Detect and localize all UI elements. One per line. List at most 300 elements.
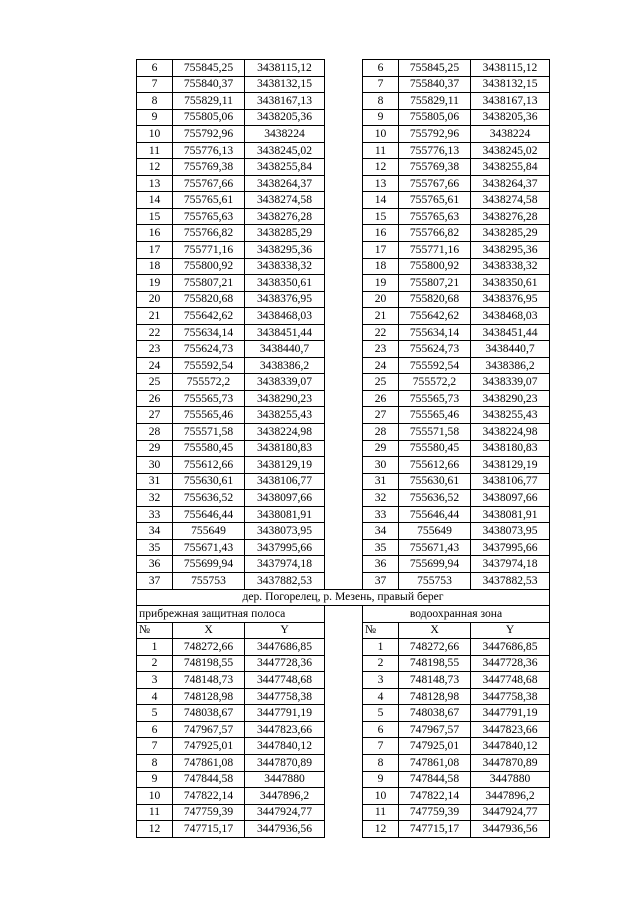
left-cell-number: 6 [137, 60, 173, 77]
right-cell-y: 3438295,36 [471, 242, 550, 259]
table-row [137, 159, 550, 176]
table-row [137, 804, 550, 821]
left-cell-x: 755646,44 [173, 506, 245, 523]
table-row [137, 192, 550, 209]
left-cell-x: 748272,66 [173, 639, 245, 656]
column-gap [325, 804, 363, 821]
left-cell-x: 747844,58 [173, 771, 245, 788]
right-cell-number: 7 [363, 738, 399, 755]
coordinates-table [136, 59, 550, 838]
left-cell-y: 3447823,66 [245, 721, 325, 738]
right-cell-y: 3438255,84 [471, 159, 550, 176]
right-cell-number: 7 [363, 76, 399, 93]
left-cell-y: 3438264,37 [245, 175, 325, 192]
right-cell-y: 3447870,89 [471, 754, 550, 771]
right-cell-y: 3437995,66 [471, 539, 550, 556]
right-cell-y: 3438106,77 [471, 473, 550, 490]
left-cell-number: 21 [137, 308, 173, 325]
table-row [137, 390, 550, 407]
left-cell-y: 3438339,07 [245, 374, 325, 391]
column-gap [325, 76, 363, 93]
right-cell-x: 755765,63 [399, 208, 471, 225]
table-row [137, 258, 550, 275]
table-row [137, 523, 550, 540]
left-cell-number: 36 [137, 556, 173, 573]
right-cell-x: 755646,44 [399, 506, 471, 523]
left-cell-x: 755765,61 [173, 192, 245, 209]
right-cell-y: 3447758,38 [471, 688, 550, 705]
right-cell-x: 755753 [399, 572, 471, 589]
column-gap [325, 93, 363, 110]
right-cell-number: 3 [363, 672, 399, 689]
right-cell-y: 3438440,7 [471, 341, 550, 358]
left-cell-y: 3438224,98 [245, 424, 325, 441]
left-cell-number: 32 [137, 490, 173, 507]
left-cell-number: 2 [137, 655, 173, 672]
table-row [137, 175, 550, 192]
right-cell-x: 755845,25 [399, 60, 471, 77]
column-gap [325, 109, 363, 126]
left-cell-y: 3438376,95 [245, 291, 325, 308]
right-cell-y: 3438245,02 [471, 142, 550, 159]
left-cell-y: 3438386,2 [245, 357, 325, 374]
left-cell-y: 3447748,68 [245, 672, 325, 689]
right-cell-number: 25 [363, 374, 399, 391]
left-cell-y: 3438081,91 [245, 506, 325, 523]
right-cell-number: 29 [363, 440, 399, 457]
left-cell-number: 17 [137, 242, 173, 259]
right-cell-x: 755634,14 [399, 324, 471, 341]
left-cell-x: 747715,17 [173, 821, 245, 838]
left-cell-x: 755800,92 [173, 258, 245, 275]
left-cell-x: 748198,55 [173, 655, 245, 672]
left-cell-number: 11 [137, 804, 173, 821]
table-row [137, 374, 550, 391]
left-cell-y: 3437995,66 [245, 539, 325, 556]
right-cell-y: 3438468,03 [471, 308, 550, 325]
right-cell-number: 37 [363, 572, 399, 589]
left-header-number: № [137, 622, 173, 639]
right-cell-y: 3438097,66 [471, 490, 550, 507]
table-row [137, 407, 550, 424]
left-cell-x: 748128,98 [173, 688, 245, 705]
column-gap [325, 788, 363, 805]
left-cell-number: 3 [137, 672, 173, 689]
right-cell-y: 3438167,13 [471, 93, 550, 110]
left-cell-number: 37 [137, 572, 173, 589]
right-cell-x: 747925,01 [399, 738, 471, 755]
left-cell-y: 3438097,66 [245, 490, 325, 507]
table-row [137, 324, 550, 341]
column-gap [325, 308, 363, 325]
table-row [137, 473, 550, 490]
right-cell-number: 9 [363, 771, 399, 788]
left-cell-number: 1 [137, 639, 173, 656]
right-cell-number: 30 [363, 457, 399, 474]
right-cell-x: 755636,52 [399, 490, 471, 507]
right-cell-y: 3447924,77 [471, 804, 550, 821]
left-cell-x: 755642,62 [173, 308, 245, 325]
left-cell-y: 3447896,2 [245, 788, 325, 805]
left-cell-x: 755580,45 [173, 440, 245, 457]
left-cell-y: 3438255,43 [245, 407, 325, 424]
table-row [137, 639, 550, 656]
table-row [137, 60, 550, 77]
right-cell-y: 3438376,95 [471, 291, 550, 308]
right-cell-number: 6 [363, 60, 399, 77]
right-zone-title: водоохранная зона [363, 606, 550, 623]
right-header-number: № [363, 622, 399, 639]
section-title: дер. Погорелец, р. Мезень, правый берег [137, 589, 550, 606]
table-row [137, 357, 550, 374]
right-cell-y: 3438290,23 [471, 390, 550, 407]
column-gap [325, 357, 363, 374]
left-cell-x: 755592,54 [173, 357, 245, 374]
left-cell-number: 12 [137, 821, 173, 838]
right-cell-x: 755771,16 [399, 242, 471, 259]
right-cell-number: 2 [363, 655, 399, 672]
column-gap [325, 556, 363, 573]
column-gap [325, 523, 363, 540]
left-cell-y: 3438290,23 [245, 390, 325, 407]
left-cell-x: 755571,58 [173, 424, 245, 441]
column-gap [325, 159, 363, 176]
column-gap [325, 341, 363, 358]
column-gap [325, 225, 363, 242]
right-cell-y: 3438276,28 [471, 208, 550, 225]
left-cell-number: 6 [137, 721, 173, 738]
left-cell-x: 755820,68 [173, 291, 245, 308]
right-cell-y: 3438180,83 [471, 440, 550, 457]
right-cell-number: 18 [363, 258, 399, 275]
right-cell-x: 747861,08 [399, 754, 471, 771]
table-row [137, 126, 550, 143]
right-cell-number: 36 [363, 556, 399, 573]
left-cell-x: 747861,08 [173, 754, 245, 771]
right-cell-y: 3447686,85 [471, 639, 550, 656]
column-gap [325, 258, 363, 275]
left-cell-number: 9 [137, 771, 173, 788]
right-cell-number: 16 [363, 225, 399, 242]
left-cell-x: 755572,2 [173, 374, 245, 391]
right-cell-number: 20 [363, 291, 399, 308]
left-cell-number: 12 [137, 159, 173, 176]
right-cell-x: 755624,73 [399, 341, 471, 358]
right-cell-y: 3438255,43 [471, 407, 550, 424]
left-cell-x: 755776,13 [173, 142, 245, 159]
right-cell-number: 17 [363, 242, 399, 259]
column-header-row [137, 622, 550, 639]
section-title-row [137, 589, 550, 606]
left-cell-x: 755671,43 [173, 539, 245, 556]
left-cell-x: 748038,67 [173, 705, 245, 722]
right-cell-y: 3447791,19 [471, 705, 550, 722]
table-row [137, 506, 550, 523]
left-cell-y: 3438115,12 [245, 60, 325, 77]
left-cell-y: 3438167,13 [245, 93, 325, 110]
column-gap [325, 506, 363, 523]
table-row [137, 754, 550, 771]
left-cell-x: 755699,94 [173, 556, 245, 573]
right-cell-y: 3438339,07 [471, 374, 550, 391]
left-cell-number: 7 [137, 738, 173, 755]
left-cell-x: 755753 [173, 572, 245, 589]
right-cell-x: 755765,61 [399, 192, 471, 209]
left-cell-x: 747967,57 [173, 721, 245, 738]
left-cell-y: 3447686,85 [245, 639, 325, 656]
left-cell-y: 3438132,15 [245, 76, 325, 93]
section-header [137, 589, 550, 639]
right-cell-x: 755649 [399, 523, 471, 540]
left-cell-y: 3438205,36 [245, 109, 325, 126]
column-gap [325, 754, 363, 771]
column-gap [325, 473, 363, 490]
left-cell-y: 3438255,84 [245, 159, 325, 176]
right-cell-x: 755766,82 [399, 225, 471, 242]
left-cell-x: 755624,73 [173, 341, 245, 358]
right-cell-y: 3438224,98 [471, 424, 550, 441]
left-cell-number: 33 [137, 506, 173, 523]
left-cell-number: 20 [137, 291, 173, 308]
column-gap [325, 390, 363, 407]
right-cell-number: 24 [363, 357, 399, 374]
right-cell-x: 755612,66 [399, 457, 471, 474]
table-row [137, 705, 550, 722]
zone-title-row [137, 606, 550, 623]
right-cell-x: 755642,62 [399, 308, 471, 325]
left-cell-y: 3438350,61 [245, 275, 325, 292]
left-cell-number: 22 [137, 324, 173, 341]
left-cell-number: 9 [137, 109, 173, 126]
left-cell-x: 747759,39 [173, 804, 245, 821]
left-cell-x: 755766,82 [173, 225, 245, 242]
left-cell-number: 8 [137, 93, 173, 110]
left-cell-y: 3447880 [245, 771, 325, 788]
right-cell-y: 3438073,95 [471, 523, 550, 540]
bottom-rows [137, 639, 550, 838]
left-cell-y: 3438129,19 [245, 457, 325, 474]
table-row [137, 142, 550, 159]
right-cell-y: 3438115,12 [471, 60, 550, 77]
left-cell-number: 4 [137, 688, 173, 705]
left-cell-y: 3438224 [245, 126, 325, 143]
right-cell-x: 755671,43 [399, 539, 471, 556]
column-gap [325, 142, 363, 159]
right-cell-x: 755592,54 [399, 357, 471, 374]
right-cell-number: 10 [363, 788, 399, 805]
column-gap [325, 324, 363, 341]
right-cell-number: 9 [363, 109, 399, 126]
right-cell-y: 3437974,18 [471, 556, 550, 573]
left-cell-number: 29 [137, 440, 173, 457]
right-cell-y: 3438338,32 [471, 258, 550, 275]
right-header-x: X [399, 622, 471, 639]
right-cell-number: 33 [363, 506, 399, 523]
right-cell-y: 3437882,53 [471, 572, 550, 589]
left-cell-x: 755829,11 [173, 93, 245, 110]
right-cell-x: 747822,14 [399, 788, 471, 805]
column-gap [325, 688, 363, 705]
right-cell-x: 748038,67 [399, 705, 471, 722]
left-cell-y: 3438180,83 [245, 440, 325, 457]
left-cell-y: 3438468,03 [245, 308, 325, 325]
left-cell-number: 5 [137, 705, 173, 722]
table-row [137, 440, 550, 457]
right-cell-number: 6 [363, 721, 399, 738]
right-cell-y: 3447823,66 [471, 721, 550, 738]
column-gap [325, 424, 363, 441]
table-row [137, 655, 550, 672]
left-cell-y: 3438451,44 [245, 324, 325, 341]
right-cell-number: 34 [363, 523, 399, 540]
left-cell-y: 3438106,77 [245, 473, 325, 490]
right-cell-x: 755565,73 [399, 390, 471, 407]
left-cell-y: 3438245,02 [245, 142, 325, 159]
column-gap [325, 771, 363, 788]
left-cell-number: 19 [137, 275, 173, 292]
left-cell-x: 755792,96 [173, 126, 245, 143]
right-cell-y: 3438224 [471, 126, 550, 143]
left-cell-y: 3438295,36 [245, 242, 325, 259]
right-cell-x: 748148,73 [399, 672, 471, 689]
column-gap [325, 490, 363, 507]
table-row [137, 821, 550, 838]
right-cell-number: 26 [363, 390, 399, 407]
right-cell-x: 755820,68 [399, 291, 471, 308]
left-cell-y: 3447840,12 [245, 738, 325, 755]
table-row [137, 672, 550, 689]
column-gap [325, 60, 363, 77]
column-gap [325, 672, 363, 689]
column-gap [325, 639, 363, 656]
right-cell-y: 3438350,61 [471, 275, 550, 292]
right-cell-x: 755807,21 [399, 275, 471, 292]
left-cell-x: 755565,73 [173, 390, 245, 407]
right-cell-x: 748272,66 [399, 639, 471, 656]
top-rows [137, 60, 550, 590]
right-cell-x: 755565,46 [399, 407, 471, 424]
right-cell-number: 27 [363, 407, 399, 424]
right-cell-y: 3438205,36 [471, 109, 550, 126]
left-cell-y: 3447936,56 [245, 821, 325, 838]
right-cell-number: 23 [363, 341, 399, 358]
column-gap [325, 242, 363, 259]
right-cell-y: 3447936,56 [471, 821, 550, 838]
left-cell-x: 755840,37 [173, 76, 245, 93]
column-gap [325, 821, 363, 838]
right-cell-y: 3438274,58 [471, 192, 550, 209]
left-cell-number: 18 [137, 258, 173, 275]
table-row [137, 556, 550, 573]
left-cell-y: 3447870,89 [245, 754, 325, 771]
table-row [137, 341, 550, 358]
left-cell-x: 755767,66 [173, 175, 245, 192]
left-cell-x: 755612,66 [173, 457, 245, 474]
left-cell-number: 34 [137, 523, 173, 540]
table-row [137, 242, 550, 259]
column-gap [325, 457, 363, 474]
left-cell-number: 35 [137, 539, 173, 556]
right-cell-x: 755840,37 [399, 76, 471, 93]
left-cell-x: 755771,16 [173, 242, 245, 259]
column-gap [325, 126, 363, 143]
right-cell-x: 755572,2 [399, 374, 471, 391]
right-cell-x: 755776,13 [399, 142, 471, 159]
table-row [137, 771, 550, 788]
table-row [137, 539, 550, 556]
column-gap [325, 291, 363, 308]
left-cell-number: 25 [137, 374, 173, 391]
right-cell-number: 32 [363, 490, 399, 507]
left-cell-y: 3447728,36 [245, 655, 325, 672]
column-gap [325, 705, 363, 722]
right-cell-number: 12 [363, 821, 399, 838]
table-row [137, 93, 550, 110]
right-cell-x: 755767,66 [399, 175, 471, 192]
left-cell-y: 3438440,7 [245, 341, 325, 358]
right-cell-x: 755800,92 [399, 258, 471, 275]
left-cell-number: 10 [137, 126, 173, 143]
left-cell-x: 747925,01 [173, 738, 245, 755]
right-cell-number: 11 [363, 804, 399, 821]
table-row [137, 225, 550, 242]
column-gap [325, 374, 363, 391]
left-cell-y: 3447924,77 [245, 804, 325, 821]
left-cell-y: 3447791,19 [245, 705, 325, 722]
right-cell-number: 12 [363, 159, 399, 176]
right-cell-x: 747715,17 [399, 821, 471, 838]
left-cell-number: 28 [137, 424, 173, 441]
left-cell-x: 755845,25 [173, 60, 245, 77]
right-cell-number: 1 [363, 639, 399, 656]
right-cell-number: 8 [363, 754, 399, 771]
column-gap [325, 539, 363, 556]
left-zone-title: прибрежная защитная полоса [137, 606, 325, 623]
left-cell-number: 30 [137, 457, 173, 474]
right-cell-y: 3438386,2 [471, 357, 550, 374]
right-cell-x: 755805,06 [399, 109, 471, 126]
table-row [137, 490, 550, 507]
right-cell-number: 21 [363, 308, 399, 325]
column-gap [325, 721, 363, 738]
right-cell-x: 748128,98 [399, 688, 471, 705]
left-cell-number: 23 [137, 341, 173, 358]
right-cell-number: 31 [363, 473, 399, 490]
left-cell-x: 755807,21 [173, 275, 245, 292]
left-cell-x: 755634,14 [173, 324, 245, 341]
left-cell-y: 3438285,29 [245, 225, 325, 242]
left-cell-y: 3438276,28 [245, 208, 325, 225]
table-row [137, 308, 550, 325]
table-row [137, 275, 550, 292]
left-cell-number: 26 [137, 390, 173, 407]
column-gap [325, 175, 363, 192]
left-cell-number: 15 [137, 208, 173, 225]
right-cell-y: 3447728,36 [471, 655, 550, 672]
table-row [137, 291, 550, 308]
right-cell-x: 748198,55 [399, 655, 471, 672]
left-cell-y: 3437882,53 [245, 572, 325, 589]
table-row [137, 788, 550, 805]
left-cell-y: 3438338,32 [245, 258, 325, 275]
right-cell-number: 15 [363, 208, 399, 225]
left-cell-number: 7 [137, 76, 173, 93]
right-cell-y: 3447840,12 [471, 738, 550, 755]
column-gap [325, 606, 363, 623]
left-cell-x: 747822,14 [173, 788, 245, 805]
left-header-y: Y [245, 622, 325, 639]
right-cell-x: 755580,45 [399, 440, 471, 457]
